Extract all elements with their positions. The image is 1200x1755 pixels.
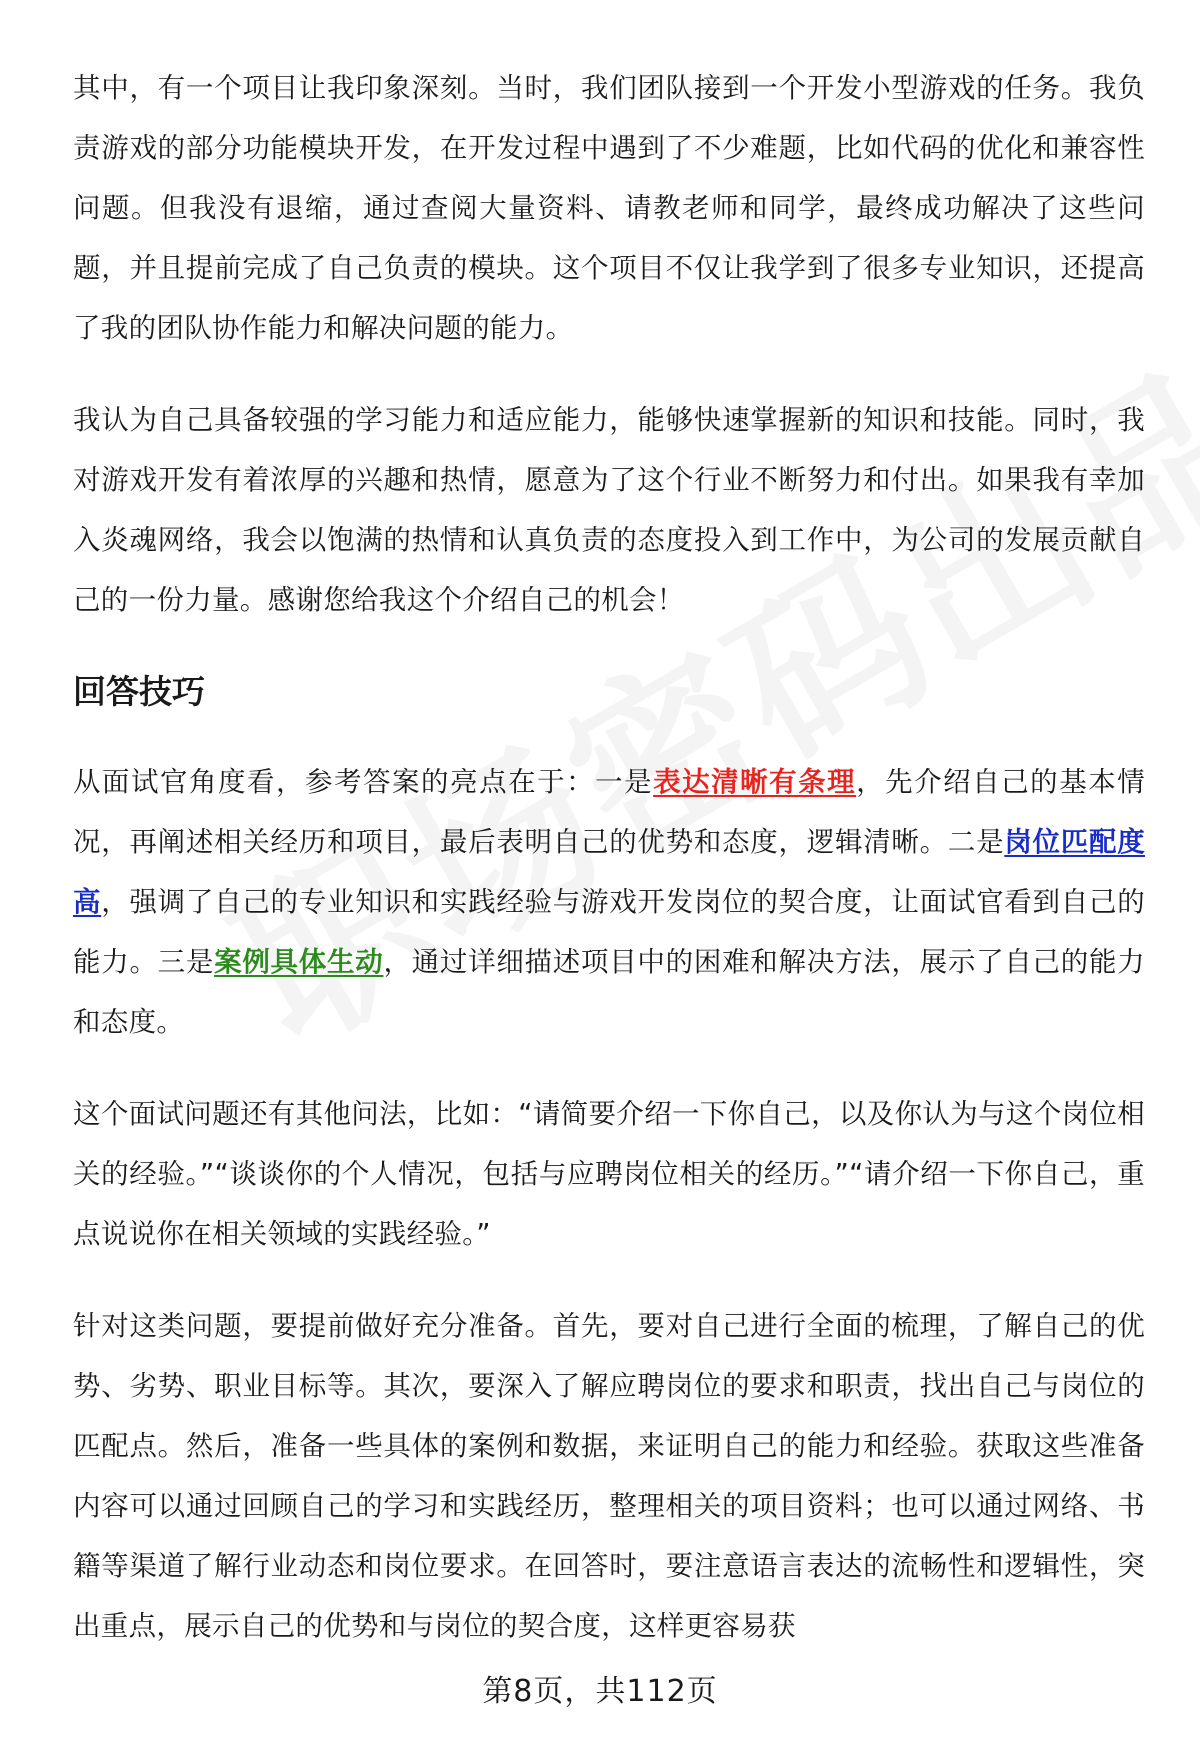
paragraph-self-assessment: 我认为自己具备较强的学习能力和适应能力，能够快速掌握新的知识和技能。同时，我对游戏开发有着浓厚的兴趣和热情，愿意为了这个行业不断努力和付出。如果我有幸加入炎魂网络，我会以饱满的热情和认真负责的态度投入到工作中，为公司的发展贡献自己的一份力量。感谢您给我这个介绍自己的机会！ [73,404,1145,616]
highlight-vivid-cases: 案例具体生动 [214,946,384,978]
page-number-footer: 第8页，共112页 [482,1674,718,1709]
paragraph-project-experience: 其中，有一个项目让我印象深刻。当时，我们团队接到一个开发小型游戏的任务。我负责游戏的部分功能模块开发，在开发过程中遇到了不少难题，比如代码的优化和兼容性问题。但我没有退缩，通过查阅大量资料、请教老师和同学，最终成功解决了这些问题，并且提前完成了自己负责的模块。这个项目不仅让我学到了很多专业知识，还提高了我的团队协作能力和解决问题的能力。 [73,72,1145,344]
tips-text-3: ，强调了自己的专业知识和实践经验与游戏开发岗位的契合度，让面试官看到自己的能力。三是 [73,886,1145,978]
section-heading: 回答技巧 [73,672,205,711]
highlight-clear-expression: 表达清晰有条理 [653,766,857,798]
tips-text-4: ，通过详细描述项目中的困难和解决方法，展示了自己的能力和态度。 [73,946,1145,1038]
tips-text-2: ，先介绍自己的基本情况，再阐述相关经历和项目，最后表明自己的优势和态度，逻辑清晰。二是 [73,766,1146,858]
highlight-job-match: 岗位匹配度高 [73,826,1145,918]
paragraph-alternative-questions: 这个面试问题还有其他问法，比如：“请简要介绍一下你自己，以及你认为与这个岗位相关的经验。”“谈谈你的个人情况，包括与应聘岗位相关的经历。”“请介绍一下你自己，重点说说你在相关领域的实践经验。” [73,1098,1145,1250]
paragraph-preparation-advice: 针对这类问题，要提前做好充分准备。首先，要对自己进行全面的梳理，了解自己的优势、劣势、职业目标等。其次，要深入了解应聘岗位的要求和职责，找出自己与岗位的匹配点。然后，准备一些具体的案例和数据，来证明自己的能力和经验。获取这些准备内容可以通过回顾自己的学习和实践经历，整理相关的项目资料；也可以通过网络、书籍等渠道了解行业动态和岗位要求。在回答时，要注意语言表达的流畅性和逻辑性，突出重点，展示自己的优势和与岗位的契合度，这样更容易获 [73,1310,1145,1642]
paragraph-answer-tips [73,752,1145,1052]
tips-text-1: 从面试官角度看，参考答案的亮点在于：一是 [73,766,654,798]
page-content [73,58,1145,1688]
